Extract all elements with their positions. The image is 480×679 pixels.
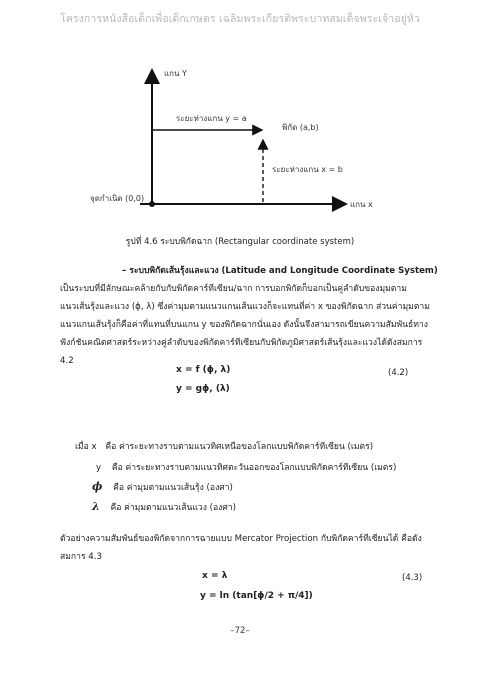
- origin-point: [149, 201, 155, 207]
- definition-y: [96, 460, 396, 474]
- origin-label: จุดกำเนิด (0,0): [90, 194, 145, 203]
- paragraph-line: ตัวอย่างความสัมพันธ์ของพิกัดจากการฉายแบบ Mercator Projection กับพิกัดคาร์ทีเซียนได้ คือดัง: [60, 534, 422, 544]
- definition-text: คือ ค่าระยะทางราบตามแนวทิศเหนือของโลกแบบพิกัดคาร์ทีเซียน (เมตร): [105, 442, 374, 452]
- definition-phi: [92, 480, 233, 494]
- definition-text: คือ ค่ามุมตามแนวเส้นแวง (องศา): [110, 503, 237, 513]
- definition-symbol: x: [91, 442, 97, 452]
- distance-x-label: ระยะห่างแกน x = b: [272, 165, 343, 174]
- definition-symbol: λ: [92, 500, 100, 513]
- page-number: –72–: [230, 626, 250, 636]
- definition-symbol: y: [96, 463, 102, 473]
- equation-4-3-line2: y = ln (tan[ϕ/2 + π/4]): [200, 591, 313, 601]
- figure-caption: รูปที่ 4.6 ระบบพิกัดฉาก (Rectangular coordinate system): [125, 237, 355, 247]
- running-header: โครงการหนังสือเด็กเพื่อเด็กเกษตร เฉลิมพระเกียรติพระบาทสมเด็จพระเจ้าอยู่หัว: [60, 13, 420, 25]
- definition-text: คือ ค่ามุมตามแนวเส้นรุ้ง (องศา): [113, 483, 233, 493]
- definition-lambda: [92, 500, 236, 514]
- paragraph-line: ฟังก์ชันคณิตศาสตร์ระหว่างคู่ลำดับของพิกัดคาร์ทีเซียนกับพิกัดภูมิศาสตร์เส้นรุ้งและแวงได้ดังสมการ: [60, 338, 423, 348]
- paragraph-mercator: [60, 530, 422, 566]
- x-axis-label: แกน x: [350, 200, 373, 209]
- equation-4-2-line1: x = f (ϕ, λ): [176, 365, 231, 375]
- paragraph-line: 4.2: [60, 356, 74, 366]
- paragraph-latlong: [60, 262, 438, 370]
- rectangular-coordinate-diagram: [0, 0, 480, 260]
- distance-y-label: ระยะห่างแกน y = a: [176, 114, 247, 123]
- equation-4-2-number: (4.2): [388, 368, 409, 378]
- paragraph-line: แนวเส้นรุ้งและแวง (ϕ, λ) ซึ่งค่ามุมตามแนวแกนเส้นแวงก็จะแทนที่ค่า x ของพิกัดฉาก ส่วนค่ามุมตาม: [60, 302, 430, 312]
- definition-x: [75, 439, 373, 453]
- equation-4-3-number: (4.3): [402, 573, 423, 583]
- paragraph-line: [60, 262, 438, 280]
- paragraph-line: สมการ 4.3: [60, 552, 102, 562]
- paragraph-line: เป็นระบบที่มีลักษณะคล้ายกับกับพิกัดคาร์ทีเซียน/ฉาก การบอกพิกัดก็บอกเป็นคู่ลำดับของมุมตาม: [60, 284, 407, 294]
- section-heading: – ระบบพิกัดเส้นรุ้งและแวง: [122, 266, 219, 276]
- definition-text: คือ ค่าระยะทางราบตามแนวทิศตะวันออกของโลกแบบพิกัดคาร์ทีเซียน (เมตร): [111, 463, 397, 473]
- equation-4-2-line2: y = gϕ, (λ): [176, 384, 230, 394]
- definition-prefix: เมื่อ: [75, 442, 89, 452]
- point-label: พิกัด (a,b): [282, 123, 319, 132]
- paragraph-line: แนวแกนเส้นรุ้งก็คือค่าที่แทนที่บนแกน y ของพิกัดฉากนั่นเอง ดังนั้นจึงสามารถเขียนความสัมพันธ์ทาง: [60, 320, 428, 330]
- y-axis-label: แกน Y: [164, 69, 187, 78]
- section-heading-en: (Latitude and Longitude Coordinate System): [221, 266, 438, 276]
- definition-symbol: ϕ: [92, 480, 103, 493]
- equation-4-3-line1: x = λ: [202, 571, 228, 581]
